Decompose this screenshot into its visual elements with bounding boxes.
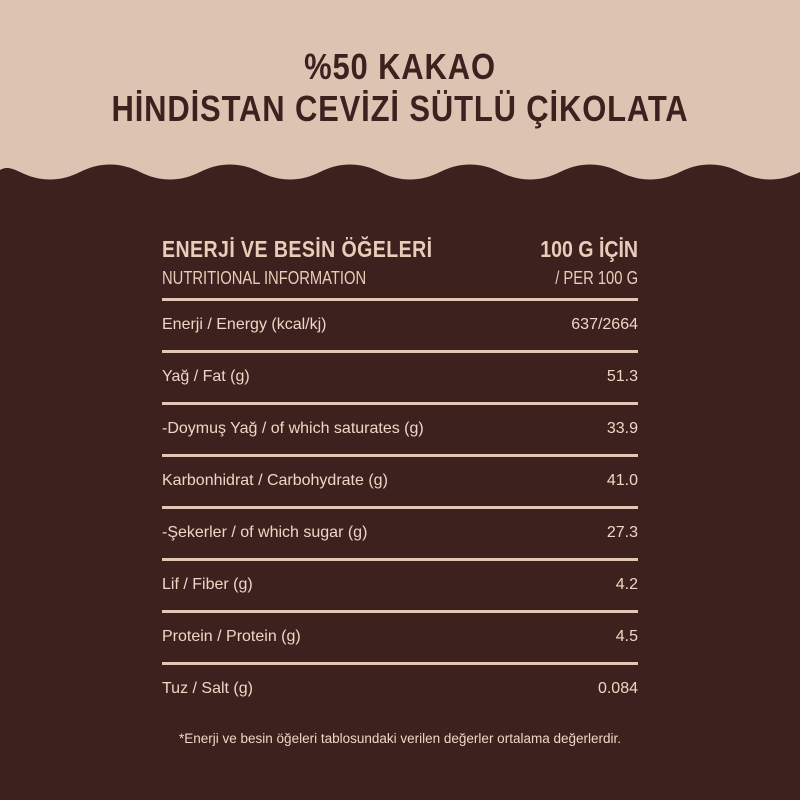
table-row-fiber — [162, 561, 638, 610]
table-row-salt — [162, 665, 638, 714]
row-label: Yağ / Fat (g) — [162, 368, 250, 385]
header-panel — [0, 0, 800, 200]
product-title-line2: HİNDİSTAN CEVİZİ SÜTLÜ ÇİKOLATA — [111, 88, 689, 129]
row-value: 33.9 — [606, 420, 638, 437]
row-label: Karbonhidrat / Carbohydrate (g) — [162, 472, 388, 489]
table-row-protein — [162, 613, 638, 662]
row-value: 637/2664 — [571, 316, 638, 333]
row-label: Lif / Fiber (g) — [162, 576, 253, 593]
per-100g-english: / PER 100 G — [555, 268, 638, 288]
per-100g-turkish: 100 G İÇİN — [540, 236, 638, 262]
header-turkish: ENERJİ VE BESİN ÖĞELERİ — [162, 236, 433, 262]
table-row-carbohydrate — [162, 457, 638, 506]
row-label: Protein / Protein (g) — [162, 628, 301, 645]
product-title-line1: %50 KAKAO — [304, 46, 496, 87]
row-label: Tuz / Salt (g) — [162, 680, 253, 697]
footnote: *Enerji ve besin öğeleri tablosundaki verilen değerler ortalama değerlerdir. — [179, 731, 621, 746]
row-value: 27.3 — [606, 524, 638, 541]
row-label: -Şekerler / of which sugar (g) — [162, 524, 368, 541]
header-english: NUTRITIONAL INFORMATION — [162, 268, 367, 288]
row-value: 51.3 — [606, 368, 638, 385]
row-value: 4.2 — [615, 576, 638, 593]
nutrition-table — [162, 232, 638, 714]
row-value: 4.5 — [615, 628, 638, 645]
row-value: 41.0 — [606, 472, 638, 489]
table-row-fat — [162, 353, 638, 402]
table-row-sugar — [162, 509, 638, 558]
table-row-energy — [162, 301, 638, 350]
row-label: -Doymuş Yağ / of which saturates (g) — [162, 420, 424, 437]
table-row-saturates — [162, 405, 638, 454]
row-value: 0.084 — [597, 680, 638, 697]
row-label: Enerji / Energy (kcal/kj) — [162, 316, 327, 333]
table-header — [162, 232, 638, 298]
